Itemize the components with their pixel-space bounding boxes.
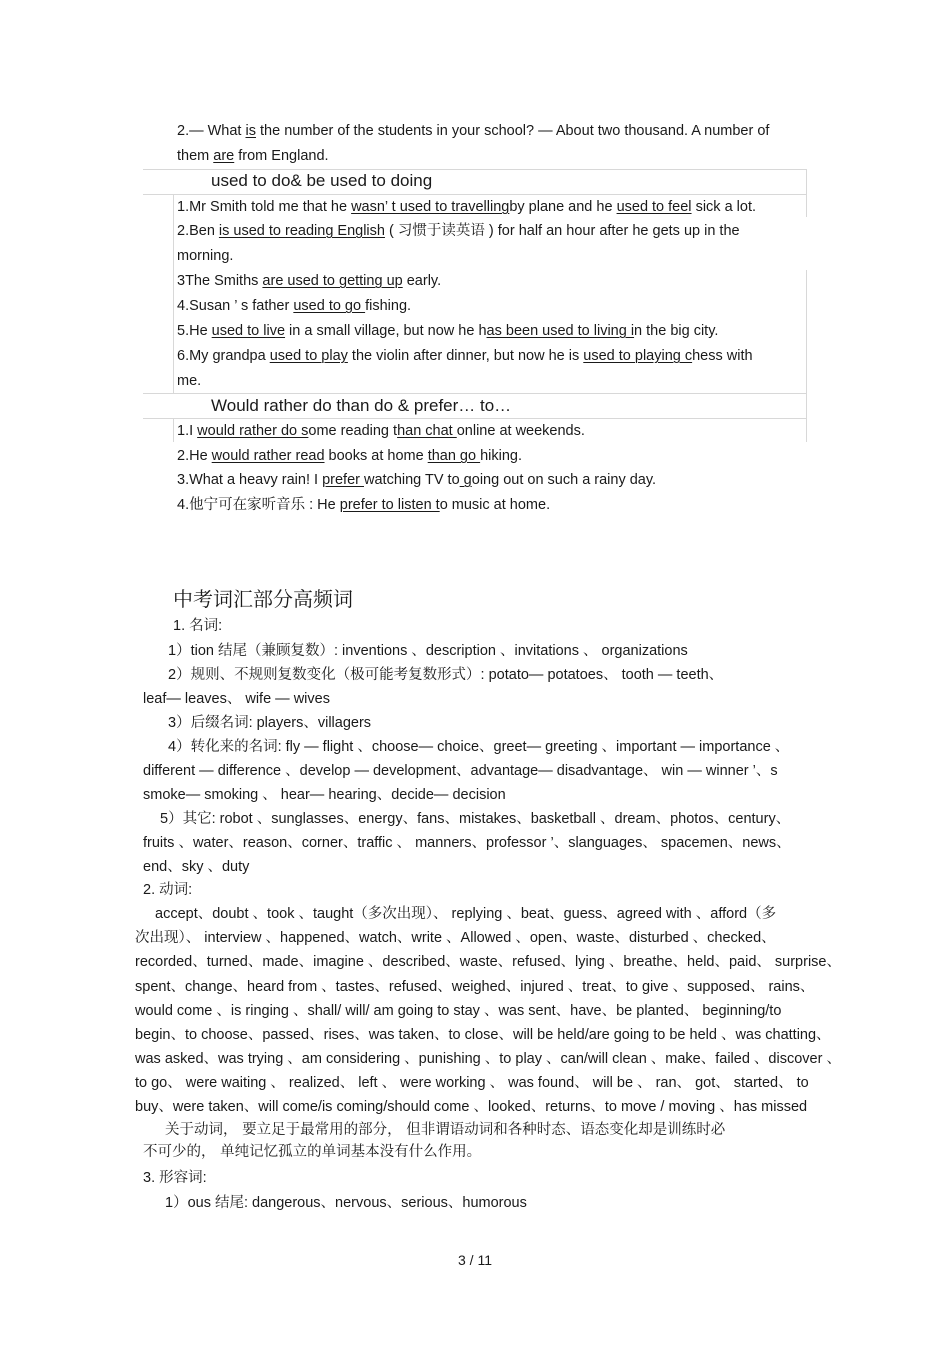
verb-line-9: buy、were taken、will come/is coming/should come 、looked、returns、to move / moving 、has missed (135, 1099, 808, 1115)
answer: would rather do s (197, 423, 309, 439)
text: watching TV to (364, 472, 460, 488)
rule-rather-top (143, 393, 807, 394)
text: o music at home. (439, 497, 551, 513)
verb-note-1: 关于动词， 要立足于最常用的部分， 但非谓语动词和各种时态、语态变化却是训练时必 (165, 1122, 726, 1138)
noun-heading: 1. 名词: (173, 618, 223, 634)
answer: as been used to living i (486, 323, 635, 339)
used-sentence-1 (177, 198, 756, 216)
noun-line-5b: fruits 、water、reason、corner、traffic 、 manners、professor ’、slanguages、 spacemen、news、 (143, 835, 791, 851)
text: oing out on such a rainy day. (471, 472, 657, 488)
used-to-heading: used to do& be used to doing (211, 171, 433, 190)
noun-line-5: 5）其它: robot 、sunglasses、energy、fans、mistakes、basketball 、dream、photos、century、 (160, 811, 791, 827)
answer: used to play (269, 348, 348, 364)
text: fishing. (365, 298, 412, 314)
text: 3The Smiths (177, 273, 263, 289)
answer: are used to getting up (262, 273, 403, 289)
answer: g (459, 472, 472, 488)
text: early. (402, 273, 442, 289)
noun-line-4: 4）转化来的名词: fly — flight 、choose— choice、greet— greeting 、important — importance 、 (168, 739, 790, 755)
answer: are (213, 148, 235, 164)
text: hess with (692, 348, 753, 364)
answer: used to live (211, 323, 286, 339)
verb-heading: 2. 动词: (143, 882, 193, 898)
text: the number of the students in your school? — About two thousand. A number of (255, 123, 770, 139)
answer: is (245, 123, 256, 139)
text: ome reading t (308, 423, 398, 439)
rather-heading: Would rather do than do & prefer… to… (211, 396, 512, 415)
rule-rather-left (173, 418, 174, 442)
rule-rather-right (806, 418, 807, 442)
noun-line-2: 2）规则、不规则复数变化（极可能考复数形式）: potato— potatoes、 tooth — teeth、 (168, 667, 724, 683)
rule-used-bottom (143, 194, 807, 195)
rule-used-right-2 (806, 270, 807, 418)
verb-line-4: spent、change、heard from 、tastes、refused、weighed、injured 、treat、to give 、supposed、 rains、 (135, 979, 815, 995)
page-number: 3 / 11 (458, 1252, 492, 1268)
answer: is used to reading English (218, 223, 385, 239)
verb-line-7: was asked、was trying 、am considering 、punishing 、to play 、can/will clean 、make、failed 、discover 、 (135, 1051, 841, 1067)
text: 1.I (177, 423, 198, 439)
rule-rather-bottom (143, 418, 807, 419)
used-sentence-2-cont: morning. (177, 248, 234, 264)
noun-line-5c: end、sky 、duty (143, 859, 250, 875)
used-sentence-6 (177, 347, 753, 365)
verb-line-1: accept、doubt 、took 、taught（多次出现）、 replying 、beat、guess、agreed with 、afford（多 (155, 906, 777, 922)
noun-line-4c: smoke— smoking 、 hear— hearing、decide— decision (143, 787, 506, 803)
used-sentence-6-cont: me. (177, 373, 202, 389)
answer: han chat (397, 423, 457, 439)
used-sentence-3 (177, 272, 441, 290)
text: 1.Mr Smith told me that he (177, 199, 352, 215)
vocab-title: 中考词汇部分高频词 (173, 587, 353, 611)
answer: would rather read (211, 448, 325, 464)
verb-line-8: to go、 were waiting 、 realized、 left 、 were working 、 was found、 will be 、 ran、 got、 started、 to (135, 1075, 809, 1091)
top-line-2 (177, 147, 329, 165)
verb-note-2: 不可少的， 单纯记忆孤立的单词基本没有什么作用。 (143, 1144, 482, 1160)
text: sick a lot. (691, 199, 757, 215)
answer: than go (427, 448, 481, 464)
noun-line-2b: leaf— leaves、 wife — wives (143, 691, 330, 707)
text: ( 习惯于读英语 ) for half an hour after he gets up in the (384, 223, 740, 239)
rather-sentence-3 (177, 471, 656, 489)
verb-line-6: begin、to choose、passed、rises、was taken、to close、will be held/are going to be held 、was chatting、 (135, 1027, 831, 1043)
answer: wasn’ t used to travelling (351, 199, 510, 215)
noun-line-1: 1）tion 结尾（兼顾复数）: inventions 、description 、invitations 、 organizations (168, 643, 688, 659)
text: n the big city. (634, 323, 719, 339)
text: hiking. (480, 448, 523, 464)
text: books at home (324, 448, 428, 464)
noun-line-4b: different — difference 、develop — development、advantage— disadvantage、 win — winner ’、s (143, 763, 778, 779)
text: 6.My grandpa (177, 348, 270, 364)
answer: used to playing c (583, 348, 693, 364)
verb-line-5: would come 、is ringing 、shall/ will/ am going to stay 、was sent、have、be planted、 beginning/to (135, 1003, 782, 1019)
top-line-1 (177, 122, 769, 140)
answer: prefer (322, 472, 364, 488)
text: the violin after dinner, but now he is (347, 348, 584, 364)
text: 5.He (177, 323, 212, 339)
rather-sentence-1 (177, 422, 585, 440)
text: from England. (234, 148, 329, 164)
adjective-heading: 3. 形容词: (143, 1170, 207, 1186)
rather-sentence-4 (177, 496, 550, 514)
rather-sentence-2 (177, 447, 522, 465)
adjective-line-1: 1）ous 结尾: dangerous、nervous、serious、humorous (165, 1195, 527, 1211)
text: them (177, 148, 214, 164)
text: 3.What a heavy rain! I (177, 472, 323, 488)
answer: prefer to listen t (339, 497, 440, 513)
text: by plane and he (509, 199, 617, 215)
text: online at weekends. (456, 423, 585, 439)
text: 4.Susan ’ s father (177, 298, 294, 314)
used-sentence-2 (177, 222, 740, 240)
text: 2.He (177, 448, 212, 464)
text: 4.他宁可在家听音乐 : He (177, 497, 340, 513)
answer: used to feel (616, 199, 692, 215)
rule-used-right (806, 169, 807, 217)
used-sentence-4 (177, 297, 411, 315)
answer: used to go (293, 298, 366, 314)
rule-used-left (173, 194, 174, 394)
text: in a small village, but now he h (285, 323, 487, 339)
verb-line-2: 次出现）、 interview 、happened、watch、write 、Allowed 、open、waste、disturbed 、checked、 (135, 930, 776, 946)
used-sentence-5 (177, 322, 718, 340)
text: 2.— What (177, 123, 246, 139)
noun-line-3: 3）后缀名词: players、villagers (168, 715, 372, 731)
verb-line-3: recorded、turned、made、imagine 、described、waste、refused、lying 、breathe、held、paid、 surprise、 (135, 954, 841, 970)
text: 2.Ben (177, 223, 219, 239)
